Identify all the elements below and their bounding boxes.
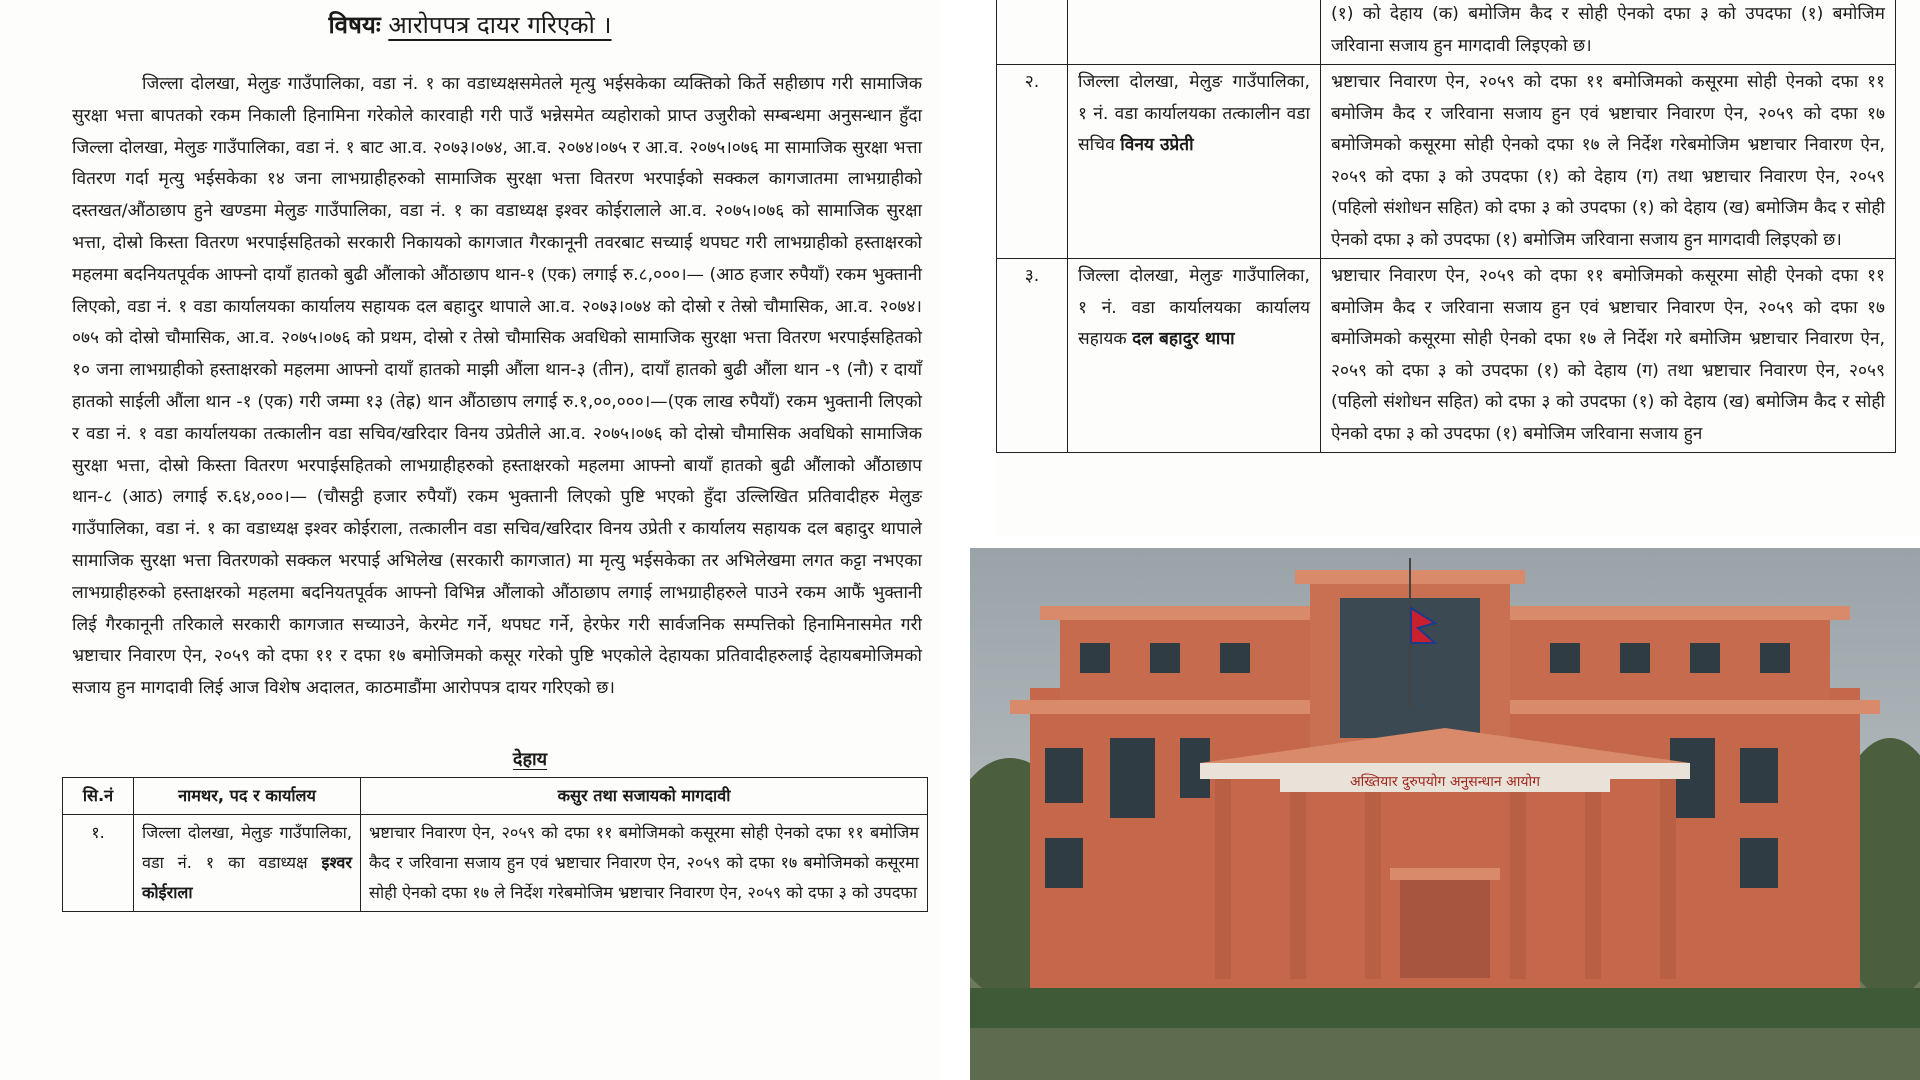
row-charge: भ्रष्टाचार निवारण ऐन, २०५९ को दफा ११ बमोजिमको कसूरमा सोही ऐनको दफा ११ बमोजिम कैद र जरिवाना सजाय हुन एवं भ्रष्टाचार निवारण ऐन, २०५९ को दफा १७ बमोजिमको कसूरमा सोही ऐनको दफा १७ ले निर्देश गरेबमोजिम भ्रष्टाचार निवारण ऐन, २०५९ को दफा ३ को उपदफा (१) को देहाय (ग) तथा भ्रष्टाचार निवारण ऐन, २०५९ (पहिलो संशोधन सहित) को दफा ३ को उपदफा (१) को देहाय (ख) बमोजिम कैद र सोही ऐनको दफा ३ को उपदफा (१) बमोजिम जरिवाना सजाय हुन मागदावी लिइएको छ। <box>1321 65 1896 259</box>
charge-table-continuation <box>996 0 1920 536</box>
row-name-bold: दल बहादुर थापा <box>1132 329 1235 349</box>
dehaya-heading: देहाय <box>512 748 548 770</box>
monument <box>1400 878 1490 978</box>
row-serial <box>997 0 1068 65</box>
building-photo <box>970 548 1920 1080</box>
row-name-bold: विनय उप्रेती <box>1120 135 1194 155</box>
header-name: नामथर, पद र कार्यालय <box>134 777 361 814</box>
continuation-table <box>996 0 1896 453</box>
subject-label: विषयः <box>328 11 381 39</box>
building-illustration <box>970 548 1920 1080</box>
charge-sheet-page <box>0 0 940 1080</box>
row-name-text: जिल्ला दोलखा, मेलुङ गाउँपालिका, १ नं. वडा कार्यालयका कार्यालय सहायक <box>1078 266 1310 349</box>
row-serial: ३. <box>997 259 1068 453</box>
row-name-bold: इश्वर कोईराला <box>142 852 352 902</box>
row-name-text: जिल्ला दोलखा, मेलुङ गाउँपालिका, १ नं. वडा कार्यालयका तत्कालीन वडा सचिव <box>1078 72 1310 155</box>
lawn <box>970 1028 1920 1080</box>
row-charge: (१) को देहाय (क) बमोजिम कैद र सोही ऐनको दफा ३ को उपदफा (१) बमोजिम जरिवाना सजाय हुन मागदावी लिइएको छ। <box>1321 0 1896 65</box>
header-charge: कसुर तथा सजायको मागदावी <box>361 777 928 814</box>
header-serial: सि.नं <box>63 777 134 814</box>
row-serial: १. <box>63 814 134 911</box>
row-name <box>1068 259 1321 453</box>
subject-line <box>0 8 940 41</box>
row-name <box>134 814 361 911</box>
table-row <box>997 0 1896 65</box>
row-charge: भ्रष्टाचार निवारण ऐन, २०५९ को दफा ११ बमोजिमको कसूरमा सोही ऐनको दफा ११ बमोजिम कैद र जरिवाना सजाय हुन एवं भ्रष्टाचार निवारण ऐन, २०५९ को दफा १७ बमोजिमको कसूरमा सोही ऐनको दफा १७ ले निर्देश गरे बमोजिम भ्रष्टाचार निवारण ऐन, २०५९ को दफा ३ को उपदफा (१) को देहाय (ग) तथा भ्रष्टाचार निवारण ऐन, २०५९ (पहिलो संशोधन सहित) को दफा ३ को उपदफा (१) को देहाय (ख) बमोजिम कैद र सोही ऐनको दफा ३ को उपदफा (१) बमोजिम जरिवाना सजाय हुन <box>1321 259 1896 453</box>
row-charge: भ्रष्टाचार निवारण ऐन, २०५९ को दफा ११ बमोजिमको कसूरमा सोही ऐनको दफा ११ बमोजिम कैद र जरिवाना सजाय हुन एवं भ्रष्टाचार निवारण ऐन, २०५९ को दफा १७ बमोजिमको कसूरमा सोही ऐनको दफा १७ ले निर्देश गरेबमोजिम भ्रष्टाचार निवारण ऐन, २०५९ को दफा ३ को उपदफा <box>361 814 928 911</box>
hedge <box>970 988 1920 1028</box>
row-serial: २. <box>997 65 1068 259</box>
row-name-text: जिल्ला दोलखा, मेलुङ गाउँपालिका, वडा नं. १ का वडाध्यक्ष <box>142 822 352 872</box>
table-row <box>997 259 1896 453</box>
table-header-row <box>63 777 928 814</box>
row-name <box>1068 65 1321 259</box>
monument-top <box>1390 868 1500 880</box>
commission-sign-text: अख्तियार दुरुपयोग अनुसन्धान आयोग <box>1349 774 1541 790</box>
accused-table <box>62 777 928 912</box>
row-name <box>1068 0 1321 65</box>
body-paragraph: जिल्ला दोलखा, मेलुङ गाउँपालिका, वडा नं. १ का वडाध्यक्षसमेतले मृत्यु भईसकेका व्यक्तिको किर्ते सहीछाप गरी सामाजिक सुरक्षा भत्ता बापतको रकम निकाली हिनामिना गरेकोले कारवाही गरी पाउँ भन्नेसमेत व्यहोराको प्राप्त उजुरीको सम्बन्धमा अनुसन्धान हुँदा जिल्ला दोलखा, मेलुङ गाउँपालिका, वडा नं. १ बाट आ.व. २०७३।०७४, आ.व. २०७४।०७५ र आ.व. २०७५।०७६ मा सामाजिक सुरक्षा भत्ता वितरण गर्दा मृत्यु भईसकेका १४ जना लाभग्राहीहरुको सामाजिक सुरक्षा भत्ता वितरण भरपाईको सक्कल कागजातमा लाभग्राहीको दस्तखत/औंठाछाप हुने खण्डमा मेलुङ गाउँपालिका, वडा नं. १ का वडाध्यक्ष इश्वर कोईरालाले आ.व. २०७५।०७६ को सामाजिक सुरक्षा भत्ता, दोस्रो किस्ता वितरण भरपाईसहितको सरकारी निकायको कागजात गैरकानूनी तवरबाट सच्याई थपघट गरी लाभग्राहीको हस्ताक्षरको महलमा बदनियतपूर्वक आफ्नो दायाँ हातको बुढी औंलाको औंठाछाप थान-१ (एक) लगाई रु.८,०००।— (आठ हजार रुपैयाँ) रकम भुक्तानी लिएको, वडा नं. १ वडा कार्यालयका कार्यालय सहायक दल बहादुर थापाले आ.व. २०७३।०७४ को दोस्रो र तेस्रो चौमासिक, आ.व. २०७४।०७५ को दोस्रो चौमासिक, आ.व. २०७५।०७६ को प्रथम, दोस्रो र तेस्रो चौमासिक अवधिको सामाजिक सुरक्षा भत्ता वितरण भरपाईसहितको १० जना लाभग्राहीको हस्ताक्षरको महलमा आफ्नो दायाँ हातको माझी औंला थान-३ (तीन), दायाँ हातको बुढी औंला थान -९ (नौ) र दायाँ हातको साईली औंला थान -१ (एक) गरी जम्मा १३ (तेह्र) थान औंठाछाप लगाई रु.१,००,०००।—(एक लाख रुपैयाँ) रकम भुक्तानी लिएको र वडा नं. १ वडा कार्यालयका तत्कालीन वडा सचिव/खरिदार विनय उप्रेतीले आ.व. २०७५।०७६ को दोस्रो चौमासिक अवधिको सामाजिक सुरक्षा भत्ता, दोस्रो किस्ता वितरण भरपाईसहितको लाभग्राहीहरुको हस्ताक्षरको महलमा आफ्नो बायाँ हातको बुढी औंलाको औंठाछाप थान-८ (आठ) लगाई रु.६४,०००।— (चौसट्ठी हजार रुपैयाँ) रकम भुक्तानी लिएको पुष्टि भएको हुँदा उल्लिखित प्रतिवादीहरु मेलुङ गाउँपालिका, वडा नं. १ का वडाध्यक्ष इश्वर कोईराला, तत्कालीन वडा सचिव/खरिदार विनय उप्रेती र कार्यालय सहायक दल बहादुर थापाले सामाजिक सुरक्षा भत्ता वितरणको सक्कल भरपाई अभिलेख (सरकारी कागजात) मा मृत्यु भईसकेका तर अभिलेखमा लगत कट्टा नभएका लाभग्राहीहरुको हस्ताक्षरको महलमा बदनियतपूर्वक आफ्नो विभिन्न औंलाको औंठाछाप लगाई लाभग्राहीहरुले पाउने रकम आफैं भुक्तानी लिई गैरकानूनी तरिकाले सरकारी कागजात सच्याउने, केरमेट गर्ने, थपघट गर्ने, हेरफेर गरी सार्वजनिक सम्पत्तिको हिनामिनासमेत गरी भ्रष्टाचार निवारण ऐन, २०५९ को दफा ११ र दफा १७ बमोजिमको कसूर गरेको पुष्टि भएकोले देहायका प्रतिवादीहरुलाई देहायबमोजिमको सजाय हुन मागदावी लिई आज विशेष अदालत, काठमाडौंमा आरोपपत्र दायर गरिएको छ। <box>72 74 922 699</box>
subject-text: आरोपपत्र दायर गरिएको । <box>388 11 612 39</box>
table-row <box>63 814 928 911</box>
table-row <box>997 65 1896 259</box>
